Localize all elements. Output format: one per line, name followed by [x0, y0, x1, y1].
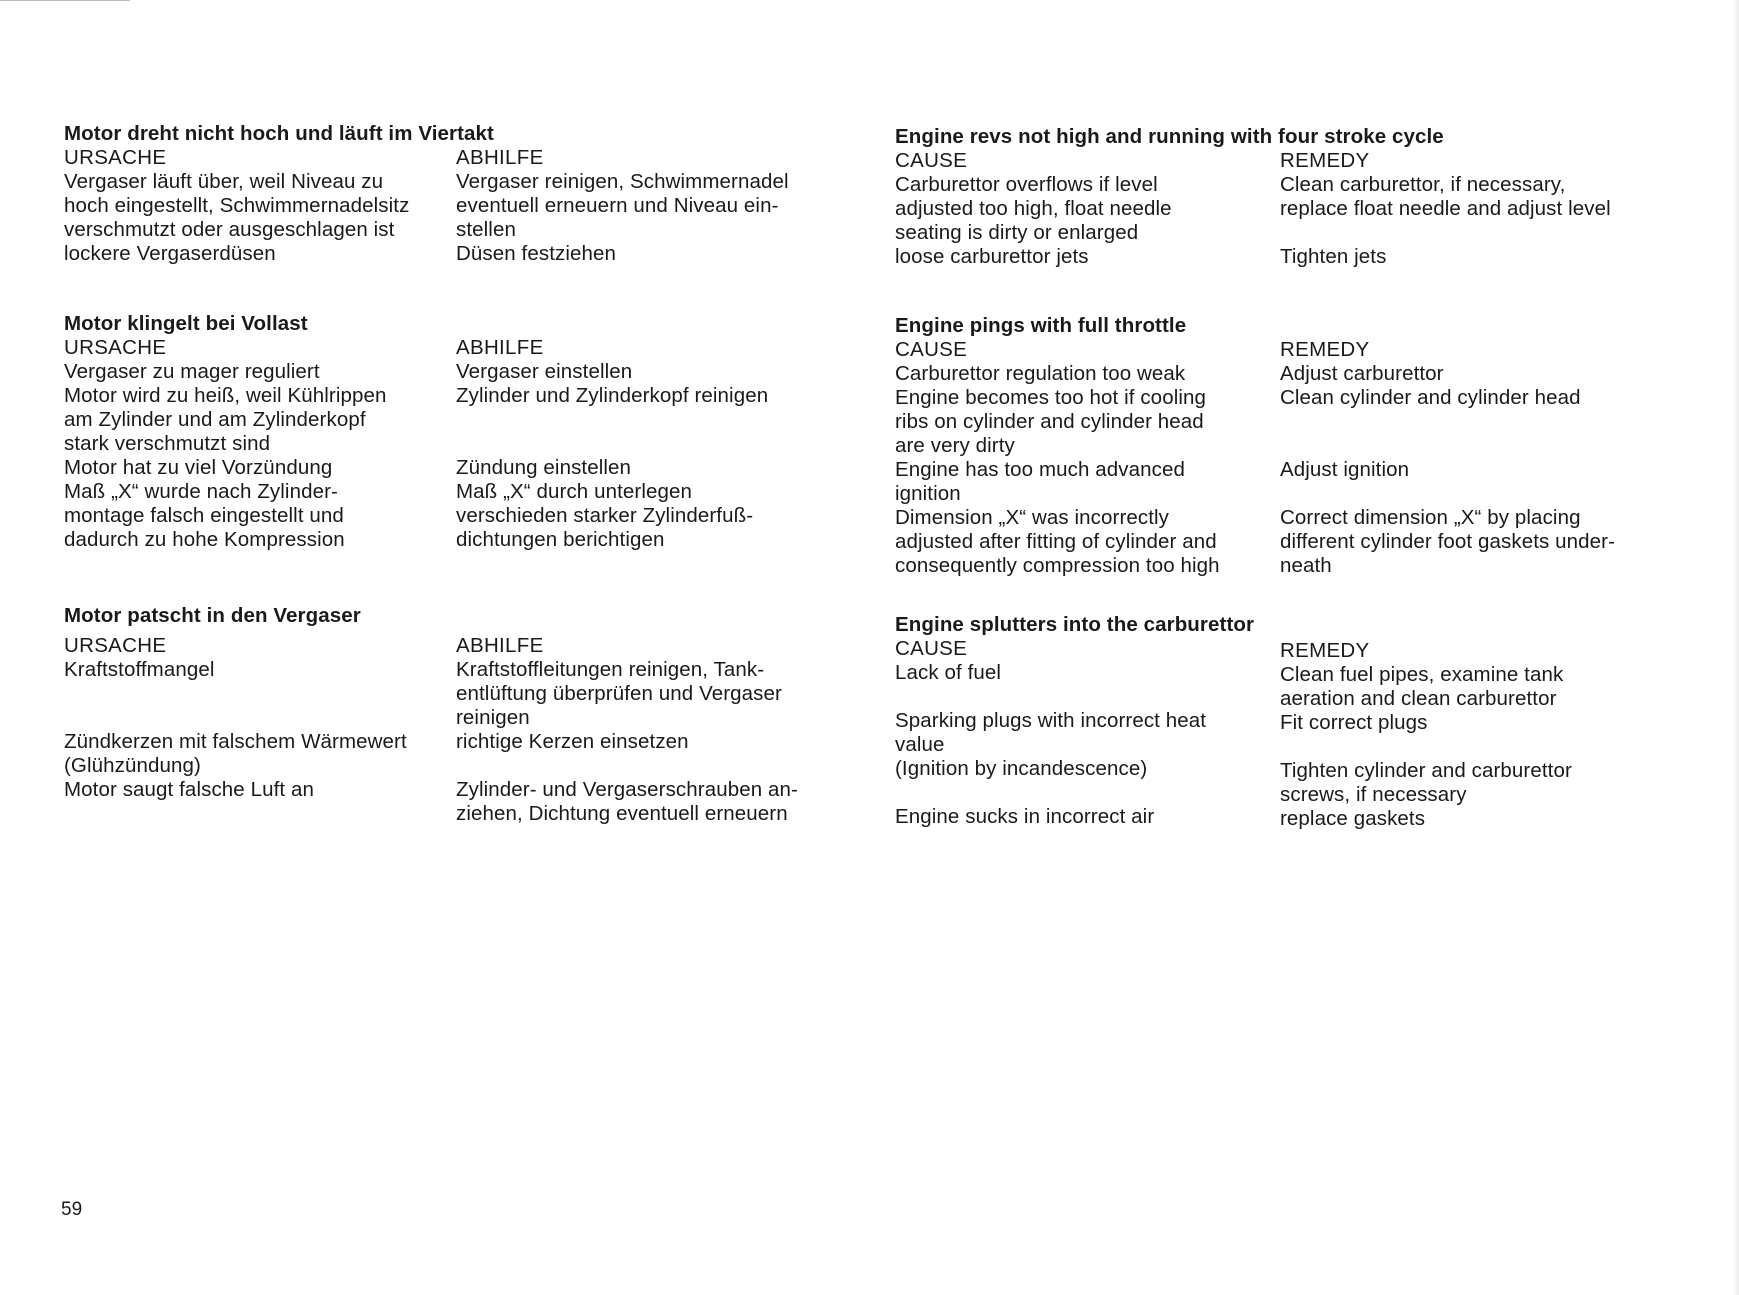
cause-label: CAUSE: [895, 149, 968, 172]
cause-line: stark verschmutzt sind: [64, 432, 271, 455]
cause-line: Motor saugt falsche Luft an: [64, 778, 314, 801]
remedy-line: Tighten cylinder and carburettor: [1280, 759, 1572, 782]
cause-line: Zündkerzen mit falschem Wärmewert: [64, 730, 407, 753]
cause-line: verschmutzt oder ausgeschlagen ist: [64, 218, 395, 241]
remedy-line: different cylinder foot gaskets under-: [1280, 530, 1616, 553]
cause-line: (Glühzündung): [64, 754, 201, 777]
section-heading: Engine splutters into the carburettor: [895, 613, 1255, 636]
section-heading: Motor patscht in den Vergaser: [64, 604, 361, 627]
cause-line: value: [895, 733, 945, 756]
cause-line: hoch eingestellt, Schwimmernadelsitz: [64, 194, 410, 217]
remedy-line: reinigen: [456, 706, 530, 729]
cause-line: dadurch zu hohe Kompression: [64, 528, 345, 551]
cause-line: Maß „X“ wurde nach Zylinder-: [64, 480, 338, 503]
remedy-line: Kraftstoffleitungen reinigen, Tank-: [456, 658, 765, 681]
cause-line: seating is dirty or enlarged: [895, 221, 1139, 244]
cause-label: URSACHE: [64, 634, 167, 657]
top-edge-rule: [0, 0, 130, 1]
remedy-line: aeration and clean carburettor: [1280, 687, 1557, 710]
remedy-line: Maß „X“ durch unterlegen: [456, 480, 692, 503]
remedy-line: Clean cylinder and cylinder head: [1280, 386, 1581, 409]
cause-label: CAUSE: [895, 637, 968, 660]
cause-line: Carburettor regulation too weak: [895, 362, 1186, 385]
remedy-line: Vergaser einstellen: [456, 360, 633, 383]
page-number: 59: [61, 1199, 83, 1220]
cause-line: Motor wird zu heiß, weil Kühlrippen: [64, 384, 387, 407]
cause-line: consequently compression too high: [895, 554, 1220, 577]
remedy-label: ABHILFE: [456, 634, 544, 657]
page-edge-shadow: [1733, 0, 1739, 1295]
cause-line: ribs on cylinder and cylinder head: [895, 410, 1204, 433]
remedy-line: ziehen, Dichtung eventuell erneuern: [456, 802, 788, 825]
cause-line: Engine sucks in incorrect air: [895, 805, 1155, 828]
remedy-line: Clean fuel pipes, examine tank: [1280, 663, 1564, 686]
cause-line: adjusted after fitting of cylinder and: [895, 530, 1217, 553]
remedy-label: ABHILFE: [456, 336, 544, 359]
remedy-line: eventuell erneuern und Niveau ein-: [456, 194, 779, 217]
remedy-label: REMEDY: [1280, 149, 1370, 172]
cause-line: are very dirty: [895, 434, 1015, 457]
remedy-line: verschieden starker Zylinderfuß-: [456, 504, 754, 527]
remedy-label: REMEDY: [1280, 338, 1370, 361]
section-heading: Motor klingelt bei Vollast: [64, 312, 308, 335]
cause-line: Vergaser zu mager reguliert: [64, 360, 320, 383]
remedy-line: neath: [1280, 554, 1332, 577]
cause-line: Engine becomes too hot if cooling: [895, 386, 1206, 409]
remedy-line: entlüftung überprüfen und Vergaser: [456, 682, 782, 705]
remedy-line: stellen: [456, 218, 516, 241]
remedy-line: Correct dimension „X“ by placing: [1280, 506, 1581, 529]
cause-line: adjusted too high, float needle: [895, 197, 1172, 220]
cause-line: Engine has too much advanced: [895, 458, 1185, 481]
remedy-line: Tighten jets: [1280, 245, 1387, 268]
remedy-line: Zylinder und Zylinderkopf reinigen: [456, 384, 769, 407]
cause-line: loose carburettor jets: [895, 245, 1089, 268]
remedy-line: richtige Kerzen einsetzen: [456, 730, 689, 753]
cause-line: Lack of fuel: [895, 661, 1002, 684]
cause-line: Vergaser läuft über, weil Niveau zu: [64, 170, 384, 193]
cause-line: Motor hat zu viel Vorzündung: [64, 456, 333, 479]
remedy-line: screws, if necessary: [1280, 783, 1467, 806]
cause-line: lockere Vergaserdüsen: [64, 242, 276, 265]
cause-label: URSACHE: [64, 336, 167, 359]
cause-line: Dimension „X“ was incorrectly: [895, 506, 1170, 529]
cause-line: Sparking plugs with incorrect heat: [895, 709, 1207, 732]
remedy-line: Vergaser reinigen, Schwimmernadel: [456, 170, 789, 193]
remedy-line: Fit correct plugs: [1280, 711, 1428, 734]
remedy-line: Clean carburettor, if necessary,: [1280, 173, 1566, 196]
cause-line: (Ignition by incandescence): [895, 757, 1148, 780]
remedy-label: ABHILFE: [456, 146, 544, 169]
cause-line: Kraftstoffmangel: [64, 658, 215, 681]
remedy-line: replace float needle and adjust level: [1280, 197, 1611, 220]
cause-line: montage falsch eingestellt und: [64, 504, 344, 527]
cause-line: ignition: [895, 482, 961, 505]
remedy-line: replace gaskets: [1280, 807, 1426, 830]
remedy-line: Düsen festziehen: [456, 242, 617, 265]
cause-label: URSACHE: [64, 146, 167, 169]
remedy-line: Zylinder- und Vergaserschrauben an-: [456, 778, 798, 801]
remedy-label: REMEDY: [1280, 639, 1370, 662]
section-heading: Engine revs not high and running with four stroke cycle: [895, 125, 1444, 148]
cause-line: Carburettor overflows if level: [895, 173, 1158, 196]
remedy-line: dichtungen berichtigen: [456, 528, 665, 551]
section-heading: Engine pings with full throttle: [895, 314, 1187, 337]
cause-label: CAUSE: [895, 338, 968, 361]
remedy-line: Adjust ignition: [1280, 458, 1410, 481]
remedy-line: Adjust carburettor: [1280, 362, 1444, 385]
section-heading: Motor dreht nicht hoch und läuft im Viertakt: [64, 122, 494, 145]
remedy-line: Zündung einstellen: [456, 456, 632, 479]
cause-line: am Zylinder und am Zylinderkopf: [64, 408, 366, 431]
